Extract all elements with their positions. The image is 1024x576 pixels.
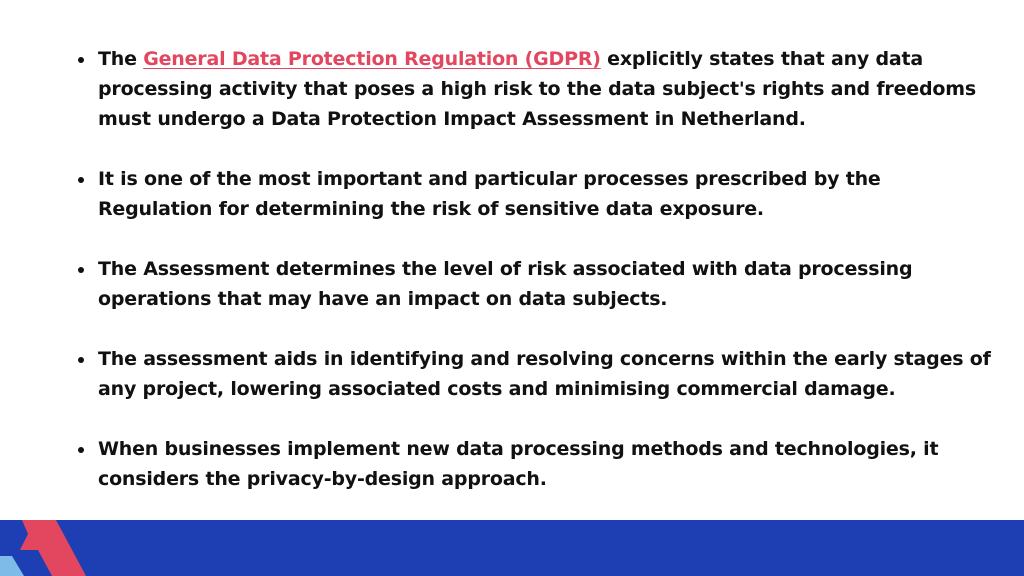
bullet-dot-icon — [78, 57, 84, 63]
bullet-text: The assessment aids in identifying and resolving concerns within the early stages of any project, lowering associated costs and minimising commercial damage. — [98, 348, 991, 400]
footer-blue-band — [0, 520, 1024, 576]
bullet-suffix: explicitly states that any data processing activity that poses a high risk to the data subject's rights and freedoms must undergo a Data Protection Impact Assessment in Netherland. — [98, 48, 976, 130]
bullet-dot-icon — [78, 357, 84, 363]
bullet-dot-icon — [78, 177, 84, 183]
bullet-text: The Assessment determines the level of risk associated with data processing operations that may have an impact on data subjects. — [98, 258, 913, 310]
bullet-dot-icon — [78, 267, 84, 273]
bullet-item-assessment-risk — [78, 254, 998, 314]
footer-band — [0, 520, 1024, 576]
bullet-text: It is one of the most important and particular processes prescribed by the Regulation for determining the risk of sensitive data exposure. — [98, 168, 881, 220]
bullet-item-gdpr — [78, 44, 998, 134]
gdpr-link[interactable]: General Data Protection Regulation (GDPR) — [143, 48, 601, 70]
bullet-text: When businesses implement new data processing methods and technologies, it considers the privacy-by-design approach. — [98, 438, 939, 490]
bullet-prefix: The — [98, 48, 144, 70]
bullet-item-assessment-aids — [78, 344, 998, 404]
bullet-item-regulation — [78, 164, 998, 224]
bullet-dot-icon — [78, 447, 84, 453]
bullet-item-privacy-by-design — [78, 434, 998, 494]
bullet-list — [78, 44, 998, 524]
